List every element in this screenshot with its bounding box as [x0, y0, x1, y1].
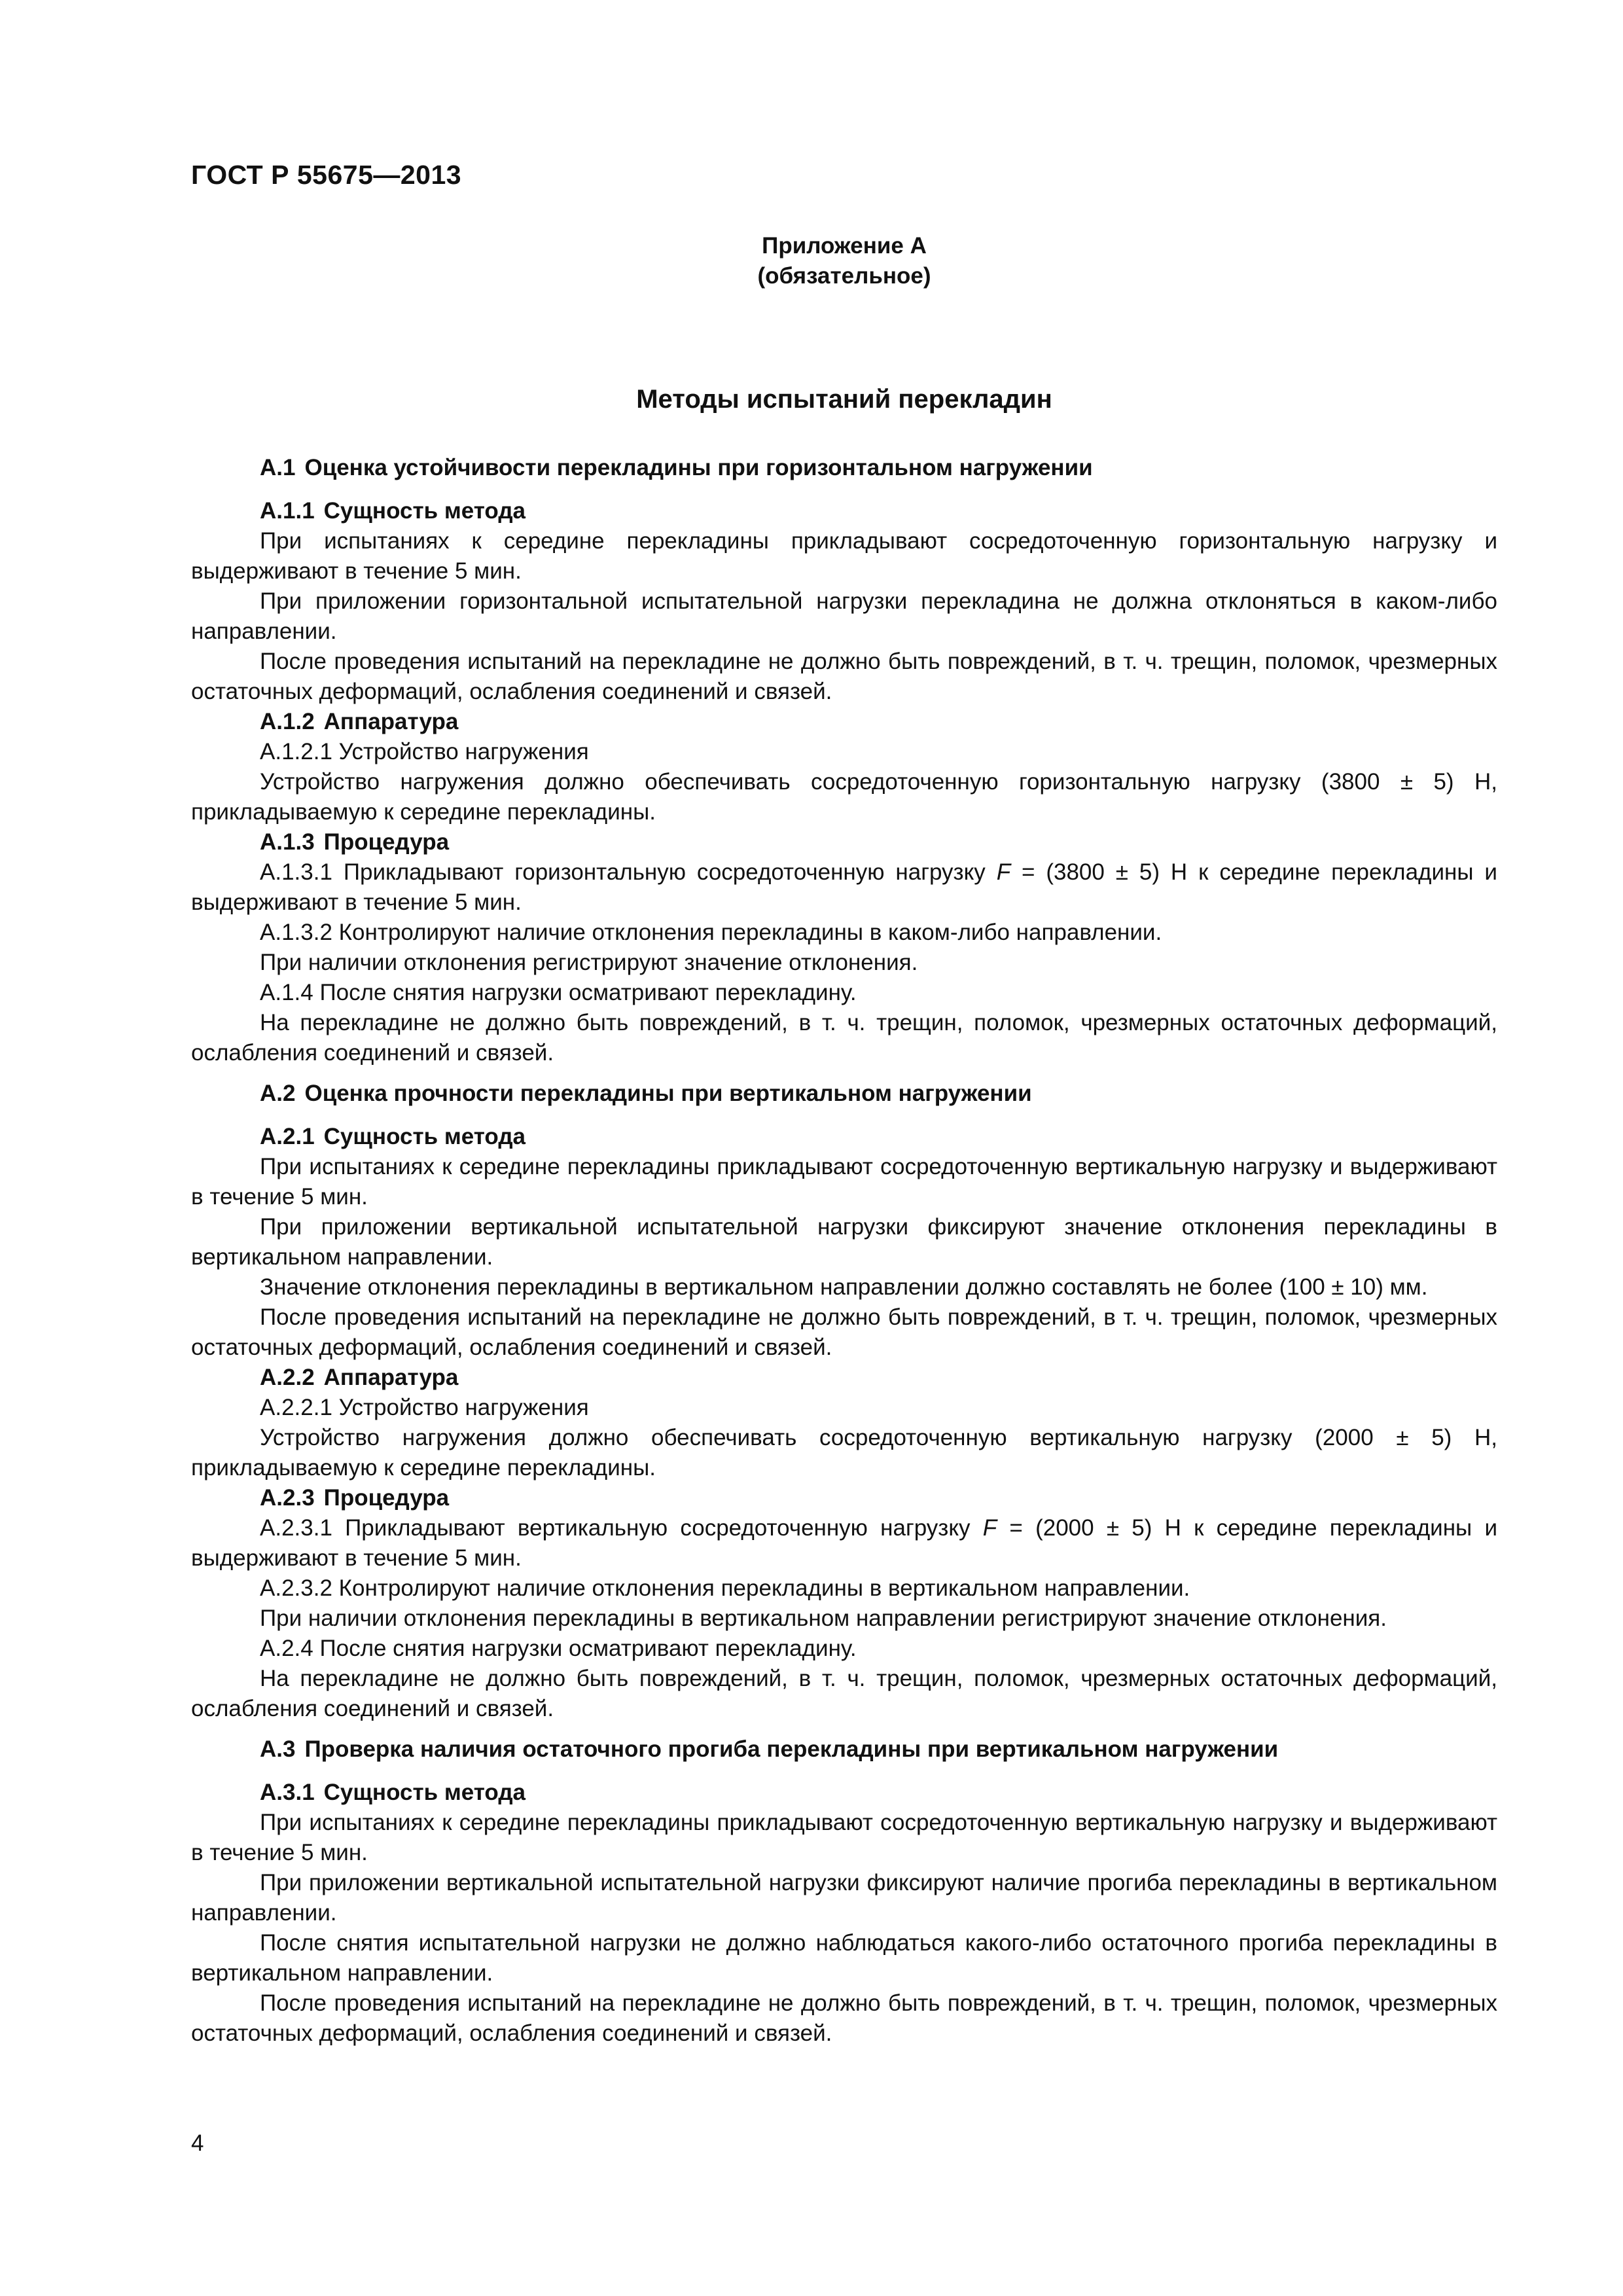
subsection-label: А.2.1: [260, 1124, 315, 1149]
subsection-title: Аппаратура: [323, 709, 459, 734]
paragraph: После проведения испытаний на перекладине не должно быть повреждений, в т. ч. трещин, поломок, чрезмерных остаточных деформаций, ослабления соединений и связей.: [191, 1304, 1497, 1360]
paragraph: А.1.4 После снятия нагрузки осматривают перекладину.: [260, 980, 857, 1005]
subsection-label: А.1.2: [260, 709, 315, 734]
appendix-note: (обязательное): [757, 263, 931, 289]
paragraph: При испытаниях к середине перекладины прикладывают сосредоточенную вертикальную нагрузку и выдерживают в течение 5 мин.: [191, 1810, 1497, 1865]
paragraph: А.2.3.2 Контролируют наличие отклонения перекладины в вертикальном направлении.: [260, 1575, 1190, 1601]
text-run: = (2000 ± 5) Н к середине перекладины и выдерживают в течение 5 мин.: [191, 1515, 1497, 1571]
paragraph: При приложении вертикальной испытательной нагрузки фиксируют наличие прогиба перекладины в вертикальном направлении.: [191, 1870, 1497, 1926]
paragraph: А.2.2.1 Устройство нагружения: [260, 1395, 589, 1420]
text-run: А.1.3.1 Прикладывают горизонтальную сосредоточенную нагрузку: [260, 859, 997, 885]
paragraph: А.1.3.2 Контролируют наличие отклонения перекладины в каком-либо направлении.: [260, 920, 1162, 945]
appendix-title: Приложение А: [762, 233, 927, 259]
formula-variable: F: [982, 1515, 997, 1541]
subsection-heading: [191, 1363, 1497, 1393]
paragraph: При приложении горизонтальной испытательной нагрузки перекладина не должна отклоняться в каком-либо направлении.: [191, 588, 1497, 644]
paragraph: Устройство нагружения должно обеспечивать сосредоточенную вертикальную нагрузку (2000 ± 5) Н, прикладываемую к середине перекладины.: [191, 1425, 1497, 1480]
section-label: А.3: [260, 1736, 296, 1762]
section-heading: [191, 1079, 1497, 1109]
document-body: [191, 453, 1497, 2049]
paragraph: При приложении вертикальной испытательной нагрузки фиксируют значение отклонения перекладины в вертикальном направлении.: [191, 1214, 1497, 1270]
section-heading: [191, 453, 1497, 483]
subsection-heading: [191, 707, 1497, 737]
paragraph: А.1.2.1 Устройство нагружения: [260, 739, 589, 764]
formula-variable: F: [996, 859, 1011, 885]
paragraph: [191, 857, 1497, 918]
subsection-title: Процедура: [323, 829, 450, 855]
main-title: Методы испытаний перекладин: [636, 385, 1052, 414]
paragraph: А.2.4 После снятия нагрузки осматривают перекладину.: [260, 1636, 857, 1661]
section-heading: [191, 1734, 1497, 1765]
subsection-title: Сущность метода: [323, 1780, 526, 1805]
paragraph: После проведения испытаний на перекладине не должно быть повреждений, в т. ч. трещин, поломок, чрезмерных остаточных деформаций, ослабления соединений и связей.: [191, 1990, 1497, 2046]
subsection-label: А.1.3: [260, 829, 315, 855]
subsection-title: Сущность метода: [323, 498, 526, 524]
subsection-label: А.2.3: [260, 1485, 315, 1511]
paragraph: При испытаниях к середине перекладины прикладывают сосредоточенную вертикальную нагрузку и выдерживают в течение 5 мин.: [191, 1154, 1497, 1210]
subsection-title: Процедура: [323, 1485, 450, 1511]
subsection-label: А.2.2: [260, 1365, 315, 1390]
paragraph: После проведения испытаний на перекладине не должно быть повреждений, в т. ч. трещин, поломок, чрезмерных остаточных деформаций, ослабления соединений и связей.: [191, 649, 1497, 704]
subsection-heading: [191, 1778, 1497, 1808]
subsection-label: А.1.1: [260, 498, 315, 524]
paragraph: На перекладине не должно быть повреждений, в т. ч. трещин, поломок, чрезмерных остаточных деформаций, ослабления соединений и связей.: [191, 1010, 1497, 1066]
paragraph: При испытаниях к середине перекладины прикладывают сосредоточенную горизонтальную нагрузку и выдерживают в течение 5 мин.: [191, 528, 1497, 584]
paragraph: При наличии отклонения регистрируют значение отклонения.: [260, 950, 918, 975]
page-number: 4: [191, 2130, 204, 2156]
subsection-label: А.3.1: [260, 1780, 315, 1805]
paragraph: На перекладине не должно быть повреждений, в т. ч. трещин, поломок, чрезмерных остаточных деформаций, ослабления соединений и связей.: [191, 1666, 1497, 1721]
paragraph: При наличии отклонения перекладины в вертикальном направлении регистрируют значение отклонения.: [260, 1605, 1387, 1631]
subsection-title: Аппаратура: [323, 1365, 459, 1390]
section-title: Оценка устойчивости перекладины при горизонтальном нагружении: [304, 455, 1093, 480]
paragraph: После снятия испытательной нагрузки не должно наблюдаться какого-либо остаточного прогиба перекладины в вертикальном направлении.: [191, 1930, 1497, 1986]
paragraph: Устройство нагружения должно обеспечивать сосредоточенную горизонтальную нагрузку (3800 ± 5) Н, прикладываемую к середине перекладины.: [191, 769, 1497, 825]
paragraph: [191, 1513, 1497, 1573]
section-label: А.1: [260, 455, 296, 480]
text-run: = (3800 ± 5) Н к середине перекладины и выдерживают в течение 5 мин.: [191, 859, 1497, 915]
section-title: Оценка прочности перекладины при вертикальном нагружении: [304, 1081, 1032, 1106]
document-code: ГОСТ Р 55675—2013: [191, 160, 462, 190]
text-run: А.2.3.1 Прикладывают вертикальную сосредоточенную нагрузку: [260, 1515, 983, 1541]
subsection-heading: [191, 827, 1497, 857]
subsection-heading: [191, 1483, 1497, 1513]
subsection-title: Сущность метода: [323, 1124, 526, 1149]
subsection-heading: [191, 496, 1497, 526]
section-label: А.2: [260, 1081, 296, 1106]
subsection-heading: [191, 1122, 1497, 1152]
paragraph: Значение отклонения перекладины в вертикальном направлении должно составлять не более (100 ± 10) мм.: [260, 1274, 1428, 1300]
section-title: Проверка наличия остаточного прогиба перекладины при вертикальном нагружении: [304, 1736, 1279, 1762]
